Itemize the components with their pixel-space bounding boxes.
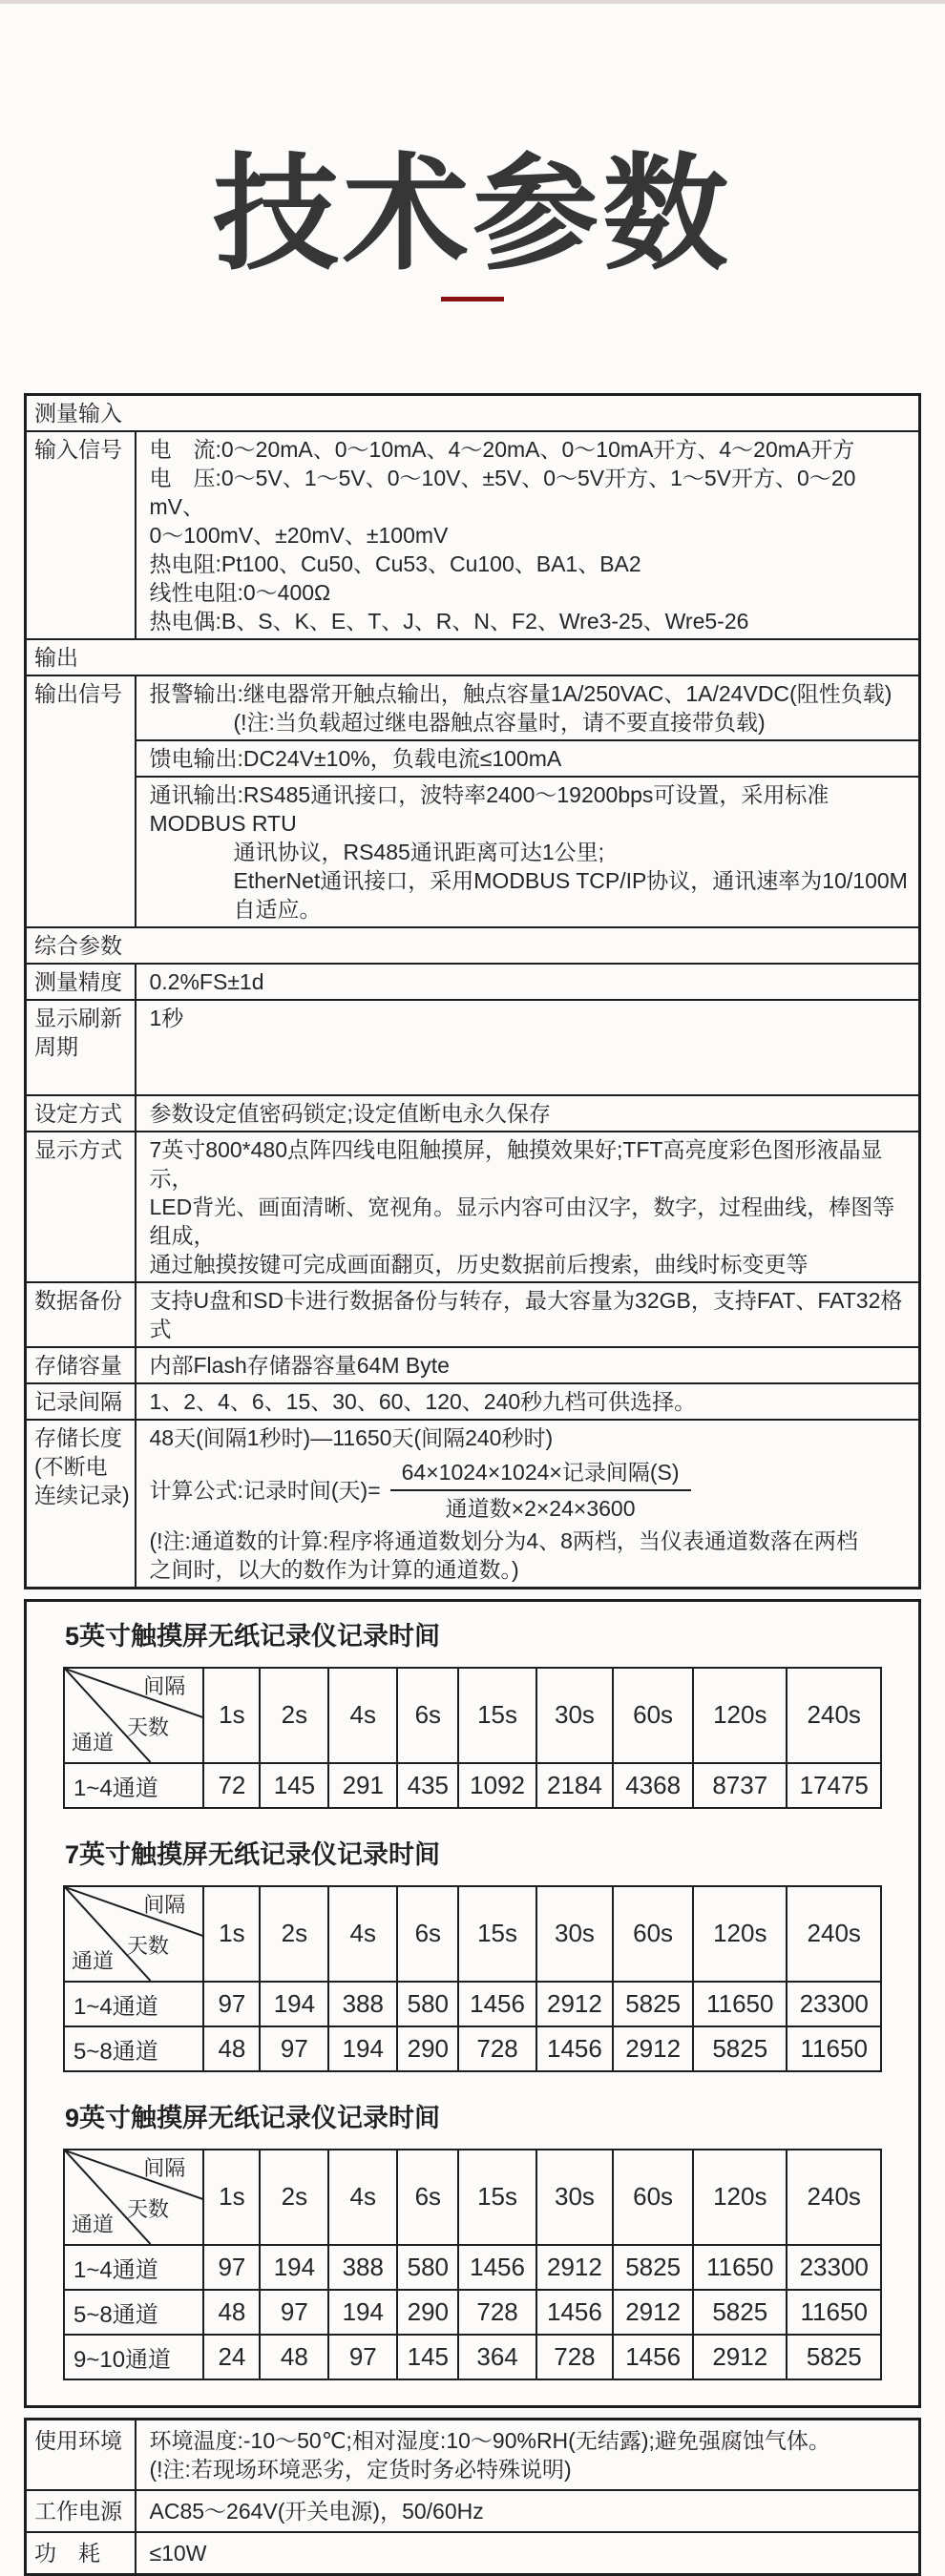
section-row-output <box>26 639 920 675</box>
formula-denominator: 通道数×2×24×3600 <box>445 1495 636 1521</box>
channel-row-label: 9~10通道 <box>64 2335 203 2379</box>
record-days-cell: 194 <box>328 2026 397 2071</box>
environment-table <box>24 2418 921 2576</box>
record-table-7inch <box>63 1885 882 2072</box>
spec-text-line: AC85～264V(开关电源)，50/60Hz <box>149 2498 484 2524</box>
spec-text-line: 7英寸800*480点阵四线电阻触摸屏，触摸效果好;TFT高亮度彩色图形液晶显示， <box>149 1136 883 1191</box>
record-days-cell: 5825 <box>787 2335 881 2379</box>
record-days-cell: 48 <box>203 2290 260 2335</box>
interval-header-cell: 4s <box>328 1886 397 1982</box>
spec-text-line: 环境温度:-10～50℃;相对湿度:10～90%RH(无结露);避免强腐蚀气体。 <box>149 2427 830 2453</box>
row-label-text: (不断电 <box>34 1453 108 1479</box>
record-table-title-9inch: 9英寸触摸屏无纸记录仪记录时间 <box>65 2103 441 2132</box>
row-value-alarm-output <box>136 675 920 740</box>
record-days-cell: 5825 <box>613 2245 693 2290</box>
corner-days-label: 天数 <box>126 1714 169 1739</box>
row-label-setting-method <box>26 1095 136 1132</box>
spec-text-line: 支持U盘和SD卡进行数据备份与转存，最大容量为32GB，支持FAT、FAT32格式 <box>149 1287 903 1341</box>
record-days-cell: 364 <box>458 2335 536 2379</box>
record-days-cell: 2912 <box>693 2335 787 2379</box>
row-label-record-interval <box>26 1383 136 1420</box>
interval-header-cell: 6s <box>397 2150 458 2245</box>
interval-header-cell: 6s <box>397 1886 458 1982</box>
formula-fraction <box>390 1458 691 1523</box>
row-display-method <box>26 1132 920 1282</box>
interval-header-cell: 240s <box>787 1886 881 1982</box>
spec-text-line: 通讯输出:RS485通讯接口，波特率2400～19200bps可设置，采用标准MODBUS RTU <box>149 781 830 836</box>
record-days-cell: 17475 <box>787 1763 881 1808</box>
record-days-cell: 11650 <box>693 1982 787 2026</box>
record-days-cell: 11650 <box>693 2245 787 2290</box>
channel-row-label: 1~4通道 <box>64 1763 203 1808</box>
row-value-feed-output <box>136 740 920 777</box>
spec-text-line: 之间时，以大的数作为计算的通道数。) <box>149 1556 519 1582</box>
spec-text-line: ≤10W <box>149 2540 207 2566</box>
row-label-text: 功 耗 <box>34 2540 100 2566</box>
interval-header-cell: 120s <box>693 2150 787 2245</box>
row-value-display-method <box>136 1132 920 1282</box>
row-label-input-signal <box>26 431 136 639</box>
row-label-storage-capacity <box>26 1347 136 1383</box>
row-label-text: 工作电源 <box>34 2498 122 2524</box>
record-time-formula <box>150 1458 912 1523</box>
row-label-text: 连续记录) <box>34 1482 130 1507</box>
section-header-general: 综合参数 <box>26 927 920 964</box>
row-label-text: 显示刷新 <box>34 1005 122 1030</box>
interval-header-cell: 1s <box>203 1668 260 1763</box>
record-days-cell: 5825 <box>693 2026 787 2071</box>
row-refresh-period <box>26 1000 920 1095</box>
record-days-cell: 23300 <box>787 1982 881 2026</box>
interval-header-cell: 6s <box>397 1668 458 1763</box>
corner-interval-label: 间隔 <box>143 2155 186 2180</box>
row-label-text: 显示方式 <box>34 1136 122 1162</box>
record-days-cell: 5825 <box>613 1982 693 2026</box>
interval-header-cell: 30s <box>536 2150 613 2245</box>
record-days-cell: 48 <box>260 2335 328 2379</box>
corner-cell <box>64 2150 203 2245</box>
record-table-data-row <box>64 1982 881 2026</box>
spec-text-line: 通过触摸按键可完成画面翻页，历史数据前后搜索，曲线时标变更等 <box>149 1251 808 1277</box>
row-storage-length <box>26 1420 920 1589</box>
section-row-measure-input <box>26 394 920 431</box>
spec-table <box>24 393 921 1589</box>
record-table-data-row <box>64 1763 881 1808</box>
record-days-cell: 8737 <box>693 1763 787 1808</box>
record-table-header-row <box>64 1886 881 1982</box>
row-value-power-consumption <box>136 2532 920 2575</box>
row-label-accuracy <box>26 964 136 1000</box>
corner-days-label: 天数 <box>126 1933 169 1958</box>
interval-header-cell: 2s <box>260 1668 328 1763</box>
row-value-comm-output <box>136 777 920 927</box>
record-days-cell: 1456 <box>536 2290 613 2335</box>
title-underline <box>441 297 504 301</box>
spec-text-line: 参数设定值密码锁定;设定值断电永久保存 <box>149 1100 551 1126</box>
row-label-text: 存储容量 <box>34 1352 122 1378</box>
corner-interval-label: 间隔 <box>143 1673 186 1698</box>
record-days-cell: 2184 <box>536 1763 613 1808</box>
interval-header-cell: 15s <box>458 1886 536 1982</box>
row-label-text: 输出信号 <box>34 680 122 706</box>
spec-text-line: 0.2%FS±1d <box>149 968 264 994</box>
record-days-cell: 1456 <box>536 2026 613 2071</box>
row-label-text: 存储长度 <box>34 1424 122 1450</box>
spec-text-line: (!注:当负载超过继电器触点容量时，请不要直接带负载) <box>233 709 766 735</box>
interval-header-cell: 15s <box>458 2150 536 2245</box>
record-table-5inch <box>63 1667 882 1809</box>
record-days-cell: 388 <box>328 1982 397 2026</box>
record-days-cell: 145 <box>260 1763 328 1808</box>
spec-text-line: (!注:通道数的计算:程序将通道数划分为4、8两档，当仪表通道数落在两档 <box>149 1527 858 1553</box>
row-label-text: 使用环境 <box>34 2427 122 2453</box>
record-days-cell: 194 <box>328 2290 397 2335</box>
corner-channel-label: 通道 <box>72 2212 115 2236</box>
interval-header-cell: 60s <box>613 1668 693 1763</box>
row-label-data-backup <box>26 1282 136 1347</box>
record-days-cell: 97 <box>260 2290 328 2335</box>
record-days-cell: 1456 <box>458 1982 536 2026</box>
spec-text-line: 1秒 <box>149 1005 184 1030</box>
record-days-cell: 388 <box>328 2245 397 2290</box>
record-days-cell: 580 <box>397 1982 458 2026</box>
row-power-consumption <box>26 2532 920 2575</box>
record-table-section-7inch <box>63 1834 882 2072</box>
corner-channel-label: 通道 <box>72 1730 115 1755</box>
row-value-storage-length <box>136 1420 920 1589</box>
row-label-power-consumption <box>26 2532 136 2575</box>
row-setting-method <box>26 1095 920 1132</box>
record-days-cell: 72 <box>203 1763 260 1808</box>
row-record-interval <box>26 1383 920 1420</box>
formula-prefix: 计算公式:记录时间(天)= <box>149 1477 381 1503</box>
record-table-section-5inch <box>63 1615 882 1809</box>
interval-header-cell: 4s <box>328 1668 397 1763</box>
channel-row-label: 1~4通道 <box>64 1982 203 2026</box>
corner-cell <box>64 1668 203 1763</box>
record-days-cell: 290 <box>397 2026 458 2071</box>
spec-text-line: 馈电输出:DC24V±10%，负载电流≤100mA <box>149 745 562 771</box>
record-days-cell: 23300 <box>787 2245 881 2290</box>
record-days-cell: 97 <box>328 2335 397 2379</box>
row-power-supply <box>26 2490 920 2532</box>
spec-text-line: 热电阻:Pt100、Cu50、Cu53、Cu100、BA1、BA2 <box>149 551 641 576</box>
record-days-cell: 728 <box>458 2026 536 2071</box>
record-tables-box <box>24 1599 921 2408</box>
record-days-cell: 97 <box>203 2245 260 2290</box>
row-label-refresh-period <box>26 1000 136 1095</box>
section-header-measure-input: 测量输入 <box>26 394 920 431</box>
record-days-cell: 290 <box>397 2290 458 2335</box>
row-value-input-signal <box>136 431 920 639</box>
spec-text-line: 线性电阻:0～400Ω <box>149 579 331 605</box>
spec-text-line: 电 流:0～20mA、0～10mA、4～20mA、0～10mA开方、4～20mA开方 <box>149 436 855 462</box>
row-value-data-backup <box>136 1282 920 1347</box>
row-label-text: 数据备份 <box>34 1287 122 1313</box>
channel-row-label: 5~8通道 <box>64 2026 203 2071</box>
record-days-cell: 48 <box>203 2026 260 2071</box>
record-days-cell: 5825 <box>693 2290 787 2335</box>
interval-header-cell: 15s <box>458 1668 536 1763</box>
formula-numerator: 64×1024×1024×记录间隔(S) <box>390 1458 691 1491</box>
interval-header-cell: 60s <box>613 2150 693 2245</box>
spec-text-line: 内部Flash存储器容量64M Byte <box>149 1352 450 1378</box>
spec-text-line: 通讯协议，RS485通讯距离可达1公里; <box>233 839 605 864</box>
record-days-cell: 435 <box>397 1763 458 1808</box>
record-table-data-row <box>64 2026 881 2071</box>
spec-text-line: 48天(间隔1秒时)—11650天(间隔240秒时) <box>149 1424 554 1450</box>
record-days-cell: 1092 <box>458 1763 536 1808</box>
corner-cell <box>64 1886 203 1982</box>
section-row-general <box>26 927 920 964</box>
record-table-9inch <box>63 2149 882 2380</box>
record-days-cell: 1456 <box>613 2335 693 2379</box>
row-label-output-signal <box>26 675 136 927</box>
interval-header-cell: 240s <box>787 1668 881 1763</box>
interval-header-cell: 1s <box>203 2150 260 2245</box>
spec-text-line: 电 压:0～5V、1～5V、0～10V、±5V、0～5V开方、1～5V开方、0～20 mV、 <box>149 465 856 519</box>
corner-interval-label: 间隔 <box>143 1892 186 1917</box>
channel-row-label: 1~4通道 <box>64 2245 203 2290</box>
row-label-text: 输入信号 <box>34 436 122 462</box>
row-label-text: 测量精度 <box>34 968 122 994</box>
record-days-cell: 11650 <box>787 2290 881 2335</box>
row-value-record-interval <box>136 1383 920 1420</box>
row-label-text: 周期 <box>34 1033 78 1059</box>
record-days-cell: 728 <box>536 2335 613 2379</box>
record-table-section-9inch <box>63 2097 882 2380</box>
record-table-data-row <box>64 2335 881 2379</box>
row-value-refresh-period <box>136 1000 920 1095</box>
top-band <box>0 0 945 4</box>
row-input-signal <box>26 431 920 639</box>
record-days-cell: 2912 <box>536 2245 613 2290</box>
record-days-cell: 97 <box>203 1982 260 2026</box>
record-days-cell: 2912 <box>613 2290 693 2335</box>
row-data-backup <box>26 1282 920 1347</box>
record-days-cell: 194 <box>260 2245 328 2290</box>
interval-header-cell: 4s <box>328 2150 397 2245</box>
record-table-header-row <box>64 1668 881 1763</box>
row-label-power-supply <box>26 2490 136 2532</box>
row-value-environment <box>136 2419 920 2490</box>
record-days-cell: 1456 <box>458 2245 536 2290</box>
spec-text-line: 热电偶:B、S、K、E、T、J、R、N、F2、Wre3-25、Wre5-26 <box>149 608 749 634</box>
channel-row-label: 5~8通道 <box>64 2290 203 2335</box>
row-value-storage-capacity <box>136 1347 920 1383</box>
row-output-signal-feed <box>26 740 920 777</box>
row-value-power-supply <box>136 2490 920 2532</box>
corner-channel-label: 通道 <box>72 1948 115 1973</box>
record-table-data-row <box>64 2290 881 2335</box>
record-days-cell: 11650 <box>787 2026 881 2071</box>
interval-header-cell: 240s <box>787 2150 881 2245</box>
row-output-signal-comm <box>26 777 920 927</box>
record-table-title-5inch: 5英寸触摸屏无纸记录仪记录时间 <box>65 1621 441 1651</box>
row-label-display-method <box>26 1132 136 1282</box>
record-days-cell: 580 <box>397 2245 458 2290</box>
record-days-cell: 97 <box>260 2026 328 2071</box>
record-table-title-7inch: 7英寸触摸屏无纸记录仪记录时间 <box>65 1839 441 1869</box>
interval-header-cell: 1s <box>203 1886 260 1982</box>
interval-header-cell: 30s <box>536 1886 613 1982</box>
row-label-text: 设定方式 <box>34 1100 122 1126</box>
interval-header-cell: 120s <box>693 1886 787 1982</box>
record-days-cell: 194 <box>260 1982 328 2026</box>
record-days-cell: 2912 <box>536 1982 613 2026</box>
row-value-accuracy <box>136 964 920 1000</box>
row-accuracy <box>26 964 920 1000</box>
row-value-setting-method <box>136 1095 920 1132</box>
interval-header-cell: 2s <box>260 1886 328 1982</box>
row-label-storage-length <box>26 1420 136 1589</box>
spec-text-line: LED背光、画面清晰、宽视角。显示内容可由汉字，数字，过程曲线，棒图等组成， <box>149 1194 895 1248</box>
interval-header-cell: 120s <box>693 1668 787 1763</box>
corner-days-label: 天数 <box>126 2196 169 2221</box>
spec-text-line: 报警输出:继电器常开触点输出，触点容量1A/250VAC、1A/24VDC(阻性负载) <box>149 680 892 706</box>
record-days-cell: 4368 <box>613 1763 693 1808</box>
record-days-cell: 145 <box>397 2335 458 2379</box>
title-block <box>0 144 945 301</box>
page-title: 技术参数 <box>213 144 732 284</box>
record-table-header-row <box>64 2150 881 2245</box>
interval-header-cell: 2s <box>260 2150 328 2245</box>
spec-text-line: 0～100mV、±20mV、±100mV <box>149 522 449 548</box>
interval-header-cell: 60s <box>613 1886 693 1982</box>
record-days-cell: 24 <box>203 2335 260 2379</box>
spec-text-line: EtherNet通讯接口，采用MODBUS TCP/IP协议，通讯速率为10/100M自适应。 <box>233 867 908 922</box>
record-days-cell: 2912 <box>613 2026 693 2071</box>
interval-header-cell: 30s <box>536 1668 613 1763</box>
spec-text-line: (!注:若现场环境恶劣，定货时务必特殊说明) <box>149 2456 572 2482</box>
section-header-output: 输出 <box>26 639 920 675</box>
record-days-cell: 728 <box>458 2290 536 2335</box>
row-label-text: 记录间隔 <box>34 1388 122 1414</box>
row-output-signal-alarm <box>26 675 920 740</box>
record-days-cell: 291 <box>328 1763 397 1808</box>
row-label-environment <box>26 2419 136 2490</box>
row-environment <box>26 2419 920 2490</box>
row-storage-capacity <box>26 1347 920 1383</box>
record-table-data-row <box>64 2245 881 2290</box>
spec-text-line: 1、2、4、6、15、30、60、120、240秒九档可供选择。 <box>149 1388 697 1414</box>
